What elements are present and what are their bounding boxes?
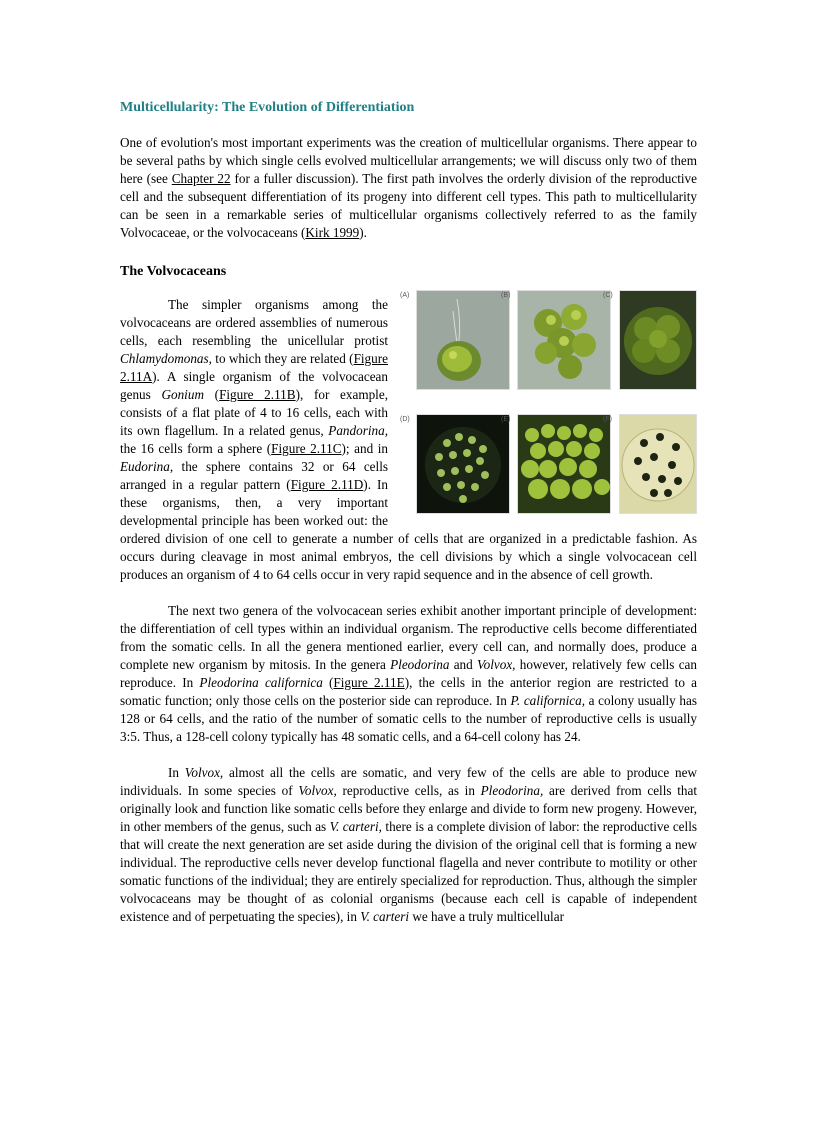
text: ). A single organism of the volvocacean genus xyxy=(120,369,388,402)
italic-term: Volvox, xyxy=(184,765,224,780)
figure-panel-e xyxy=(517,414,611,514)
italic-term: Pleodorina xyxy=(390,657,450,672)
text: ( xyxy=(322,675,334,690)
link-figure-2-11c[interactable]: Figure 2.11C xyxy=(271,441,342,456)
figure-panel-c xyxy=(619,290,697,390)
text: the sphere contains 32 or 64 cells arranged in a regular pattern ( xyxy=(120,459,388,492)
text: the 16 cells form a sphere ( xyxy=(120,441,272,456)
text: are derived from cells that originally look and function like somatic cells before they enlarge and divide to form new progeny. However, in other members of the genus, such as xyxy=(120,783,697,834)
document-body xyxy=(120,100,697,944)
text: In xyxy=(168,765,185,780)
link-figure-2-11e[interactable]: Figure 2.11E xyxy=(333,675,405,690)
link-kirk-1999[interactable]: Kirk 1999 xyxy=(305,225,360,240)
figure-label-b: (B) xyxy=(501,292,511,299)
text: and xyxy=(449,657,478,672)
italic-term: Gonium xyxy=(161,387,204,402)
text: The simpler organisms among the volvocaceans are ordered assemblies of numerous cells, each resembling the unicellular protist xyxy=(120,297,388,348)
figure-panel-d xyxy=(416,414,510,514)
page-title: Multicellularity: The Evolution of Differentiation xyxy=(120,100,415,115)
italic-term: Volvox, xyxy=(477,657,516,672)
figure-label-c: (C) xyxy=(603,292,613,299)
link-figure-2-11d[interactable]: Figure 2.11D xyxy=(290,477,364,492)
italic-term: V. carteri, xyxy=(329,819,382,834)
figure-label-a: (A) xyxy=(400,292,410,299)
text: to which they are related ( xyxy=(211,351,354,366)
text: ), the cells in the anterior region are restricted to a somatic function; only those cells on the posterior side can reproduce. In xyxy=(120,675,697,708)
italic-term: P. californica, xyxy=(510,693,585,708)
figure-panel-a xyxy=(416,290,510,390)
text: ), for example, consists of a flat plate of 4 to 16 cells, each with its own flagellum. In a related genus, xyxy=(120,387,388,438)
text: a colony usually has 128 or 64 cells, and the ratio of the number of somatic cells to the number of reproductive cells is usually 3:5. Thus, a 128-cell colony typically has 48 somatic cells, and a 64-cell colony has 24. xyxy=(120,693,697,744)
paragraph-intro xyxy=(120,134,697,242)
text: One of evolution's most important experiments was the creation of multicellular organisms. There appear to be several paths by which single cells evolved multicellular arrangements; we will discuss only two of them here (see xyxy=(120,135,697,186)
text: there is a complete division of labor: the reproductive cells that will create the next generation are set aside during the division of the original cell that is forming a new individual. The reproductive cells never develop functional flagella and never contribute to motility or other somatic functions of the individual; they are entirely specialized for reproduction. Thus, although the simpler volvocaceans may be thought of as colonial organisms (because each cell is capable of independent existence and of perpetuating the species), in xyxy=(120,819,697,924)
italic-term: Pandorina, xyxy=(328,423,388,438)
figure-label-e: (E) xyxy=(501,416,511,423)
figure-panel-b xyxy=(517,290,611,390)
text: we have a truly multicellular xyxy=(409,909,564,924)
italic-term: Volvox, xyxy=(298,783,337,798)
link-figure-2-11b[interactable]: Figure 2.11B xyxy=(219,387,296,402)
text: almost all the cells are somatic, and very few of the cells are able to produce new individuals. In some species of xyxy=(120,765,697,798)
figure-2-11 xyxy=(400,290,697,517)
figure-label-d: (D) xyxy=(400,416,410,423)
text: reproductive cells, as in xyxy=(336,783,481,798)
italic-term: Chlamydomonas, xyxy=(120,351,212,366)
italic-term: V. carteri xyxy=(360,909,410,924)
figure-label-f: (F) xyxy=(603,416,612,423)
italic-term: Pleodorina, xyxy=(480,783,544,798)
figure-panel-f xyxy=(619,414,697,514)
paragraph-differentiation xyxy=(120,602,697,746)
text: The next two genera of the volvocacean series exhibit another important principle of development: the differentiation of cell types within an individual organism. The reproductive cells become differentiated from the somatic cells. In all the genera mentioned earlier, every cell can, and normally does, produce a complete new organism by mitosis. In the genera xyxy=(120,603,697,672)
text: ). xyxy=(359,225,367,240)
text: for a fuller discussion). The first path involves the orderly division of the reproductive cell and the subsequent differentiation of its progeny into different cell types. This path to multicellularity can be seen in a remarkable series of multicellular organisms collectively referred to as the family Volvocaceae, or the volvocaceans ( xyxy=(120,171,697,240)
italic-term: Pleodorina californica xyxy=(199,675,323,690)
link-figure-2-11a[interactable]: Figure 2.11A xyxy=(120,351,388,384)
text: ( xyxy=(203,387,220,402)
paragraph-volvox xyxy=(120,764,697,926)
section-title: The Volvocaceans xyxy=(120,264,227,279)
text: ). In these organisms, then, a very important developmental principle has been worked out: the ordered division of one cell to generate a number of cells that are organized in a predictable fashion. As occurs during cleavage in most animal embryos, the cell divisions by which a single volvocacean cell produces an organism of 4 to 64 cells occur in very rapid sequence and in the absence of cell growth. xyxy=(120,477,697,582)
italic-term: Eudorina, xyxy=(120,459,174,474)
text: however, relatively few cells can reproduce. In xyxy=(120,657,697,690)
text: ); and in xyxy=(341,441,389,456)
link-chapter-22[interactable]: Chapter 22 xyxy=(171,171,231,186)
